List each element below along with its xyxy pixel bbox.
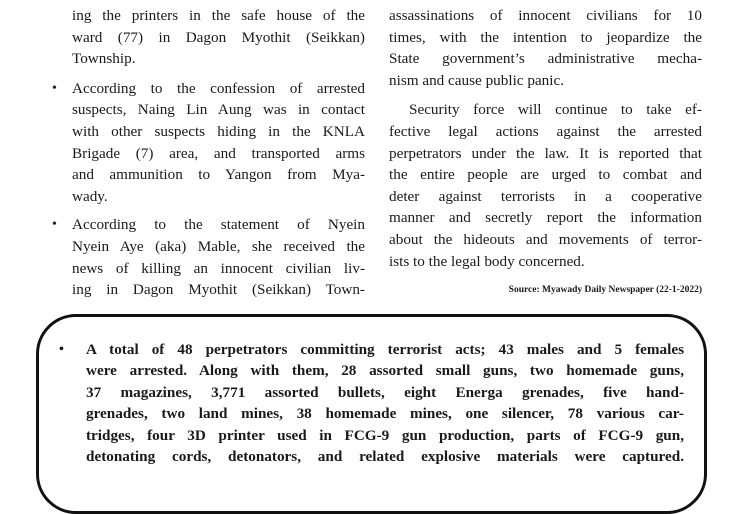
text-line: • According to the statement of Nyein [72,216,365,234]
source-citation: Source: Myawady Daily Newspaper (22-1-2022) [508,285,702,295]
text-line: A total of 48 perpetrators committing terrorist acts; 43 males and 5 females [86,341,684,358]
text-line: detonating cords, detonators, and related explosive materials were captured. [86,448,684,466]
text-line: the entire people are urged to combat and [389,166,702,184]
text-line: were arrested. Along with them, 28 assorted small guns, two homemade guns, [86,362,684,380]
left-column [50,0,365,301]
text-line: news of killing an innocent civilian liv- [72,259,365,277]
list-item [50,78,365,208]
text-line: manner and secretly report the information [389,209,702,227]
text-line: ing in Dagon Myothit (Seikkan) Town- [72,281,365,299]
text-line: suspects, Naing Lin Aung was in contact [72,101,365,119]
text-line: and ammunition to Yangon from Mya- [72,166,365,184]
bullet-list [50,78,365,301]
text-line: times, with the intention to jeopardize the [389,28,702,46]
text-line: Nyein Aye (aka) Mable, she received the [72,237,365,255]
paragraph [389,99,702,272]
right-column [389,5,702,272]
text-line: Township. [72,50,136,68]
text-line: Security force will continue to take ef- [409,101,702,119]
text-line: tridges, four 3D printer used in FCG-9 gun production, parts of FCG-9 gun, [86,426,684,444]
text-line: • According to the confession of arrested [72,79,365,97]
text-line: 37 magazines, 3,771 assorted bullets, eight Energa grenades, five hand- [86,383,684,401]
bullet-icon: • [59,342,64,357]
text-line: about the hideouts and movements of terror- [389,230,702,248]
text-line: fective legal actions against the arrested [389,122,702,140]
text-line: grenades, two land mines, 38 homemade mines, one silencer, 78 various car- [86,405,684,423]
text-line: State government’s administrative mecha- [389,50,702,68]
text-line: Brigade (7) area, and transported arms [72,144,365,162]
text-line: ing the printers in the safe house of the [72,7,365,24]
paragraph [389,5,702,91]
list-item [50,214,365,300]
text-line: with other suspects hiding in the KNLA [72,122,365,140]
summary-text [59,339,684,467]
text-line: ists to the legal body concerned. [389,252,585,270]
text-line: nism and cause public panic. [389,71,565,89]
continued-bullet-text [50,5,365,70]
text-line: wady. [72,187,108,205]
text-line: assassinations of innocent civilians for 10 [389,7,702,24]
summary-body [62,339,684,467]
text-line: deter against terrorists in a cooperative [389,187,702,205]
text-line: ward (77) in Dagon Myothit (Seikkan) [72,28,365,46]
text-line: perpetrators under the law. It is reported that [389,144,702,162]
